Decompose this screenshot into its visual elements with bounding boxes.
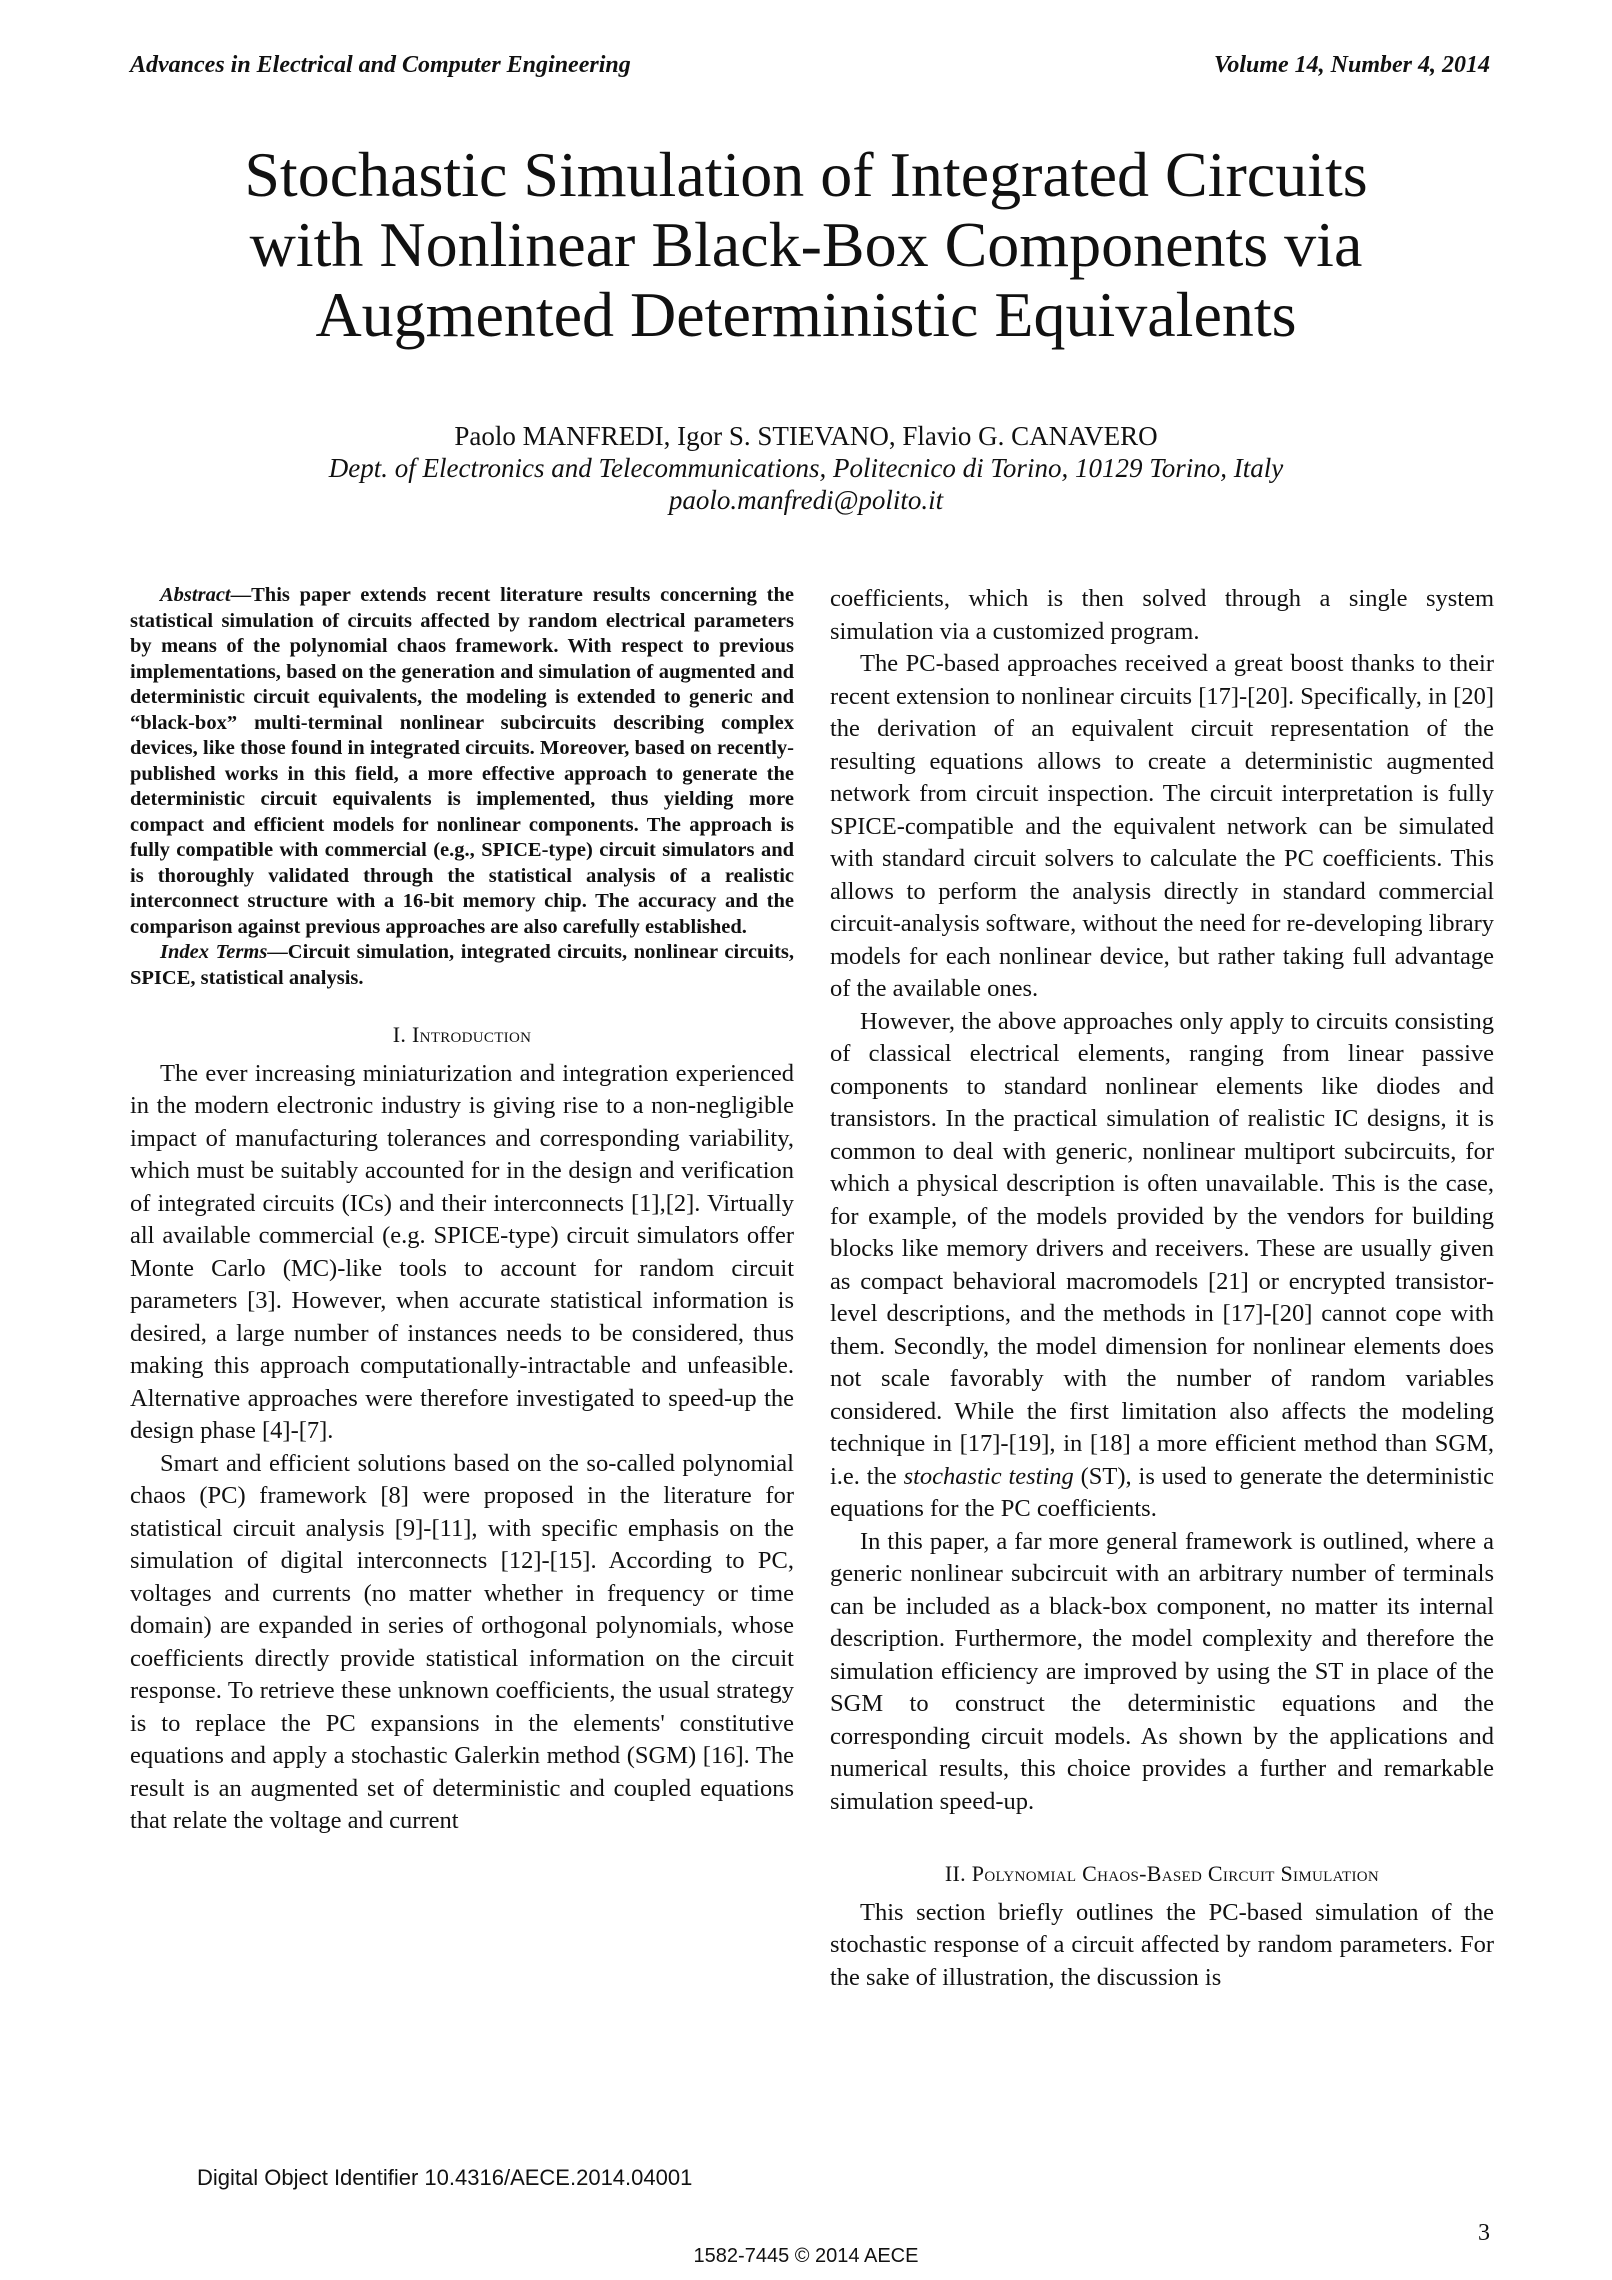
title-line-1: Stochastic Simulation of Integrated Circuits	[244, 139, 1368, 210]
abstract	[130, 583, 794, 940]
affiliation: Dept. of Electronics and Telecommunications, Politecnico di Torino, 10129 Torino, Italy	[328, 453, 1284, 483]
page-number: 3	[1478, 2220, 1490, 2246]
section-2-title: Polynomial Chaos-Based Circuit Simulation	[971, 1861, 1380, 1886]
intro-paragraph-4-part-b: (ST), is used to generate the deterministic equations for the PC coefficients.	[830, 1462, 1494, 1522]
intro-paragraph-2-continued: coefficients, which is then solved through a single system simulation via a customized program.	[830, 585, 1494, 645]
index-terms	[130, 940, 794, 991]
section-1-title: Introduction	[411, 1022, 532, 1047]
doi-footer: Digital Object Identifier 10.4316/AECE.2014.04001	[197, 2165, 693, 2190]
index-terms-text: —Circuit simulation, integrated circuits, nonlinear circuits, SPICE, statistical analysis.	[130, 941, 794, 989]
author-names: Paolo MANFREDI, Igor S. STIEVANO, Flavio G. CANAVERO	[454, 421, 1158, 451]
abstract-lead: Abstract	[160, 584, 231, 606]
section-2-paragraph-1: This section briefly outlines the PC-based simulation of the stochastic response of a circuit affected by random parameters. For the sake of illustration, the discussion is	[830, 1898, 1494, 1991]
left-column	[130, 583, 794, 1838]
author-email: paolo.manfredi@polito.it	[668, 485, 944, 515]
intro-paragraph-4-part-a: However, the above approaches only apply to circuits consisting of classical electrical elements, ranging from linear passive components to standard nonlinear elements like diodes and transistors. In the practical simulation of realistic IC designs, it is common to deal with generic, nonlinear multiport subcircuits, for which a physical description is often unavailable. This is the case, for example, of the models provided by the vendors for building blocks like memory drivers and receivers. These are usually given as compact behavioral macromodels [21] or encrypted transistor-level descriptions, and the methods in [17]-[20] cannot cope with them. Secondly, the model dimension for nonlinear elements does not scale favorably with the number of random variables considered. While the first limitation also affects the modeling technique in [17]-[19], in [18] a more efficient method than SGM, i.e. the	[830, 1007, 1494, 1490]
abstract-text: —This paper extends recent literature results concerning the statistical simulation of circuits affected by random electrical parameters by means of the polynomial chaos framework. With respect to previous implementations, based on the generation and simulation of augmented and deterministic circuit equivalents, the modeling is extended to generic and “black-box” multi-terminal nonlinear subcircuits describing complex devices, like those found in integrated circuits. Moreover, based on recently-published works in this field, a more effective approach to generate the deterministic circuit equivalents is implemented, thus yielding more compact and efficient models for nonlinear components. The approach is fully compatible with commercial (e.g., SPICE-type) circuit simulators and is thoroughly validated through the statistical analysis of a realistic interconnect structure with a 16-bit memory chip. The accuracy and the comparison against previous approaches are also carefully established.	[130, 584, 794, 938]
intro-paragraph-2: Smart and efficient solutions based on the so-called polynomial chaos (PC) framework [8] were proposed in the literature for statistical circuit analysis [9]-[11], with specific emphasis on the simulation of digital interconnects [12]-[15]. According to PC, voltages and currents (no matter whether in frequency or time domain) are expanded in series of orthogonal polynomials, whose coefficients directly provide statistical information on the circuit response. To retrieve these unknown coefficients, the usual strategy is to replace the PC expansions in the elements' constitutive equations and apply a stochastic Galerkin method (SGM) [16]. The result is an augmented set of deterministic and coupled equations that relate the voltage and current	[130, 1449, 794, 1834]
title-line-3: Augmented Deterministic Equivalents	[315, 279, 1297, 350]
intro-paragraph-1: The ever increasing miniaturization and integration experienced in the modern electronic industry is giving rise to a non-negligible impact of manufacturing tolerances and corresponding variability, which must be suitably accounted for in the design and verification of integrated circuits (ICs) and their interconnects [1],[2]. Virtually all available commercial (e.g. SPICE-type) circuit simulators offer Monte Carlo (MC)-like tools to account for random circuit parameters [3]. However, when accurate statistical information is desired, a large number of instances needs to be considered, thus making this approach computationally-intractable and unfeasible. Alternative approaches were therefore investigated to speed-up the design phase [4]-[7].	[130, 1059, 794, 1444]
section-2-number: II.	[944, 1861, 966, 1886]
intro-paragraph-3: The PC-based approaches received a great boost thanks to their recent extension to nonlinear circuits [17]-[20]. Specifically, in [20] the derivation of an equivalent circuit representation of the resulting equations allows to create a deterministic augmented network from circuit inspection. The circuit interpretation is fully SPICE-compatible and the equivalent network can be simulated with standard circuit solvers to calculate the PC coefficients. This allows to perform the analysis directly in standard commercial circuit-analysis software, without the need for re-developing library models for each nonlinear device, but rather taking full advantage of the available ones.	[830, 650, 1494, 1002]
section-1-number: I.	[392, 1022, 407, 1047]
section-1-heading	[130, 1019, 794, 1052]
intro-paragraph-5: In this paper, a far more general framework is outlined, where a generic nonlinear subcircuit with an arbitrary number of terminals can be included as a black-box component, no matter its internal description. Furthermore, the model complexity and therefore the simulation efficiency are improved by using the ST in place of the SGM to construct the deterministic equations and the corresponding circuit models. As shown by the applications and numerical results, this choice provides a further and remarkable simulation speed-up.	[830, 1527, 1494, 1815]
intro-paragraph-4	[830, 1006, 1494, 1526]
volume-info: Volume 14, Number 4, 2014	[1213, 52, 1490, 78]
section-2-heading	[830, 1858, 1494, 1891]
author-block	[0, 420, 1612, 516]
intro-paragraph-4-emphasis: stochastic testing	[903, 1462, 1074, 1490]
title-line-2: with Nonlinear Black-Box Components via	[249, 209, 1363, 280]
index-terms-lead: Index Terms	[160, 941, 268, 963]
right-column	[830, 583, 1494, 1994]
issn-footer: 1582-7445 © 2014 AECE	[693, 2245, 919, 2267]
journal-name: Advances in Electrical and Computer Engineering	[130, 52, 631, 78]
paper-title	[0, 140, 1612, 350]
